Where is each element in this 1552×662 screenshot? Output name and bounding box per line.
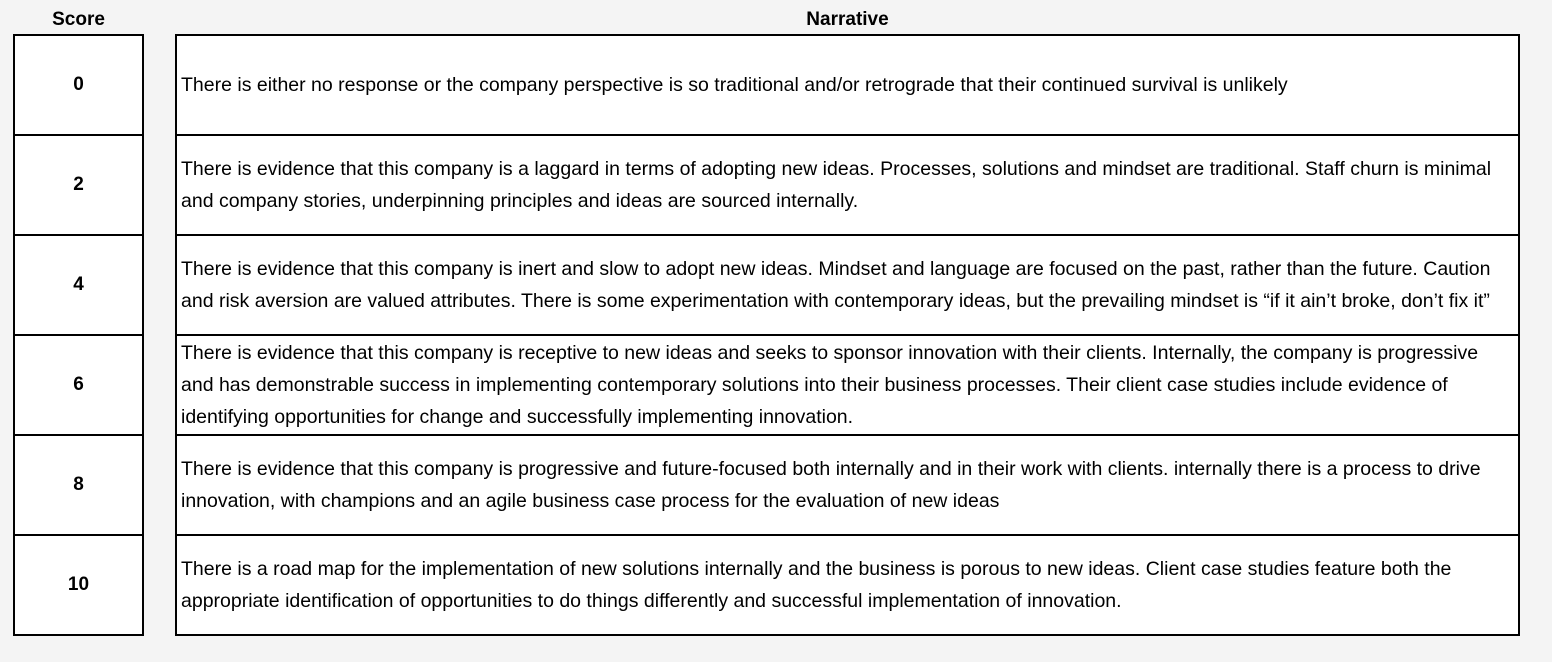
narrative-column — [175, 34, 1520, 636]
score-column-header: Score — [52, 9, 105, 30]
narrative-column-header: Narrative — [806, 9, 889, 30]
score-cell-4: 4 — [15, 234, 142, 334]
narrative-text: There is evidence that this company is a laggard in terms of adopting new ideas. Processes, solutions and mindset are traditional. Staff churn is minimal and company stories, underpinning principles and ideas are sourced internally. — [181, 158, 1492, 212]
narrative-cell-8 — [177, 434, 1518, 534]
narrative-cell-4 — [177, 234, 1518, 334]
narrative-cell-6 — [177, 334, 1518, 434]
narrative-cell-2 — [177, 134, 1518, 234]
score-column — [13, 34, 144, 636]
narrative-text: There is either no response or the company perspective is so traditional and/or retrograde that their continued survival is unlikely — [181, 74, 1288, 96]
narrative-cell-0 — [177, 36, 1518, 134]
narrative-text: There is a road map for the implementation of new solutions internally and the business is porous to new ideas. Client case studies feature both the appropriate identification of opportunities to do things differently and successful implementation of innovation. — [181, 558, 1452, 612]
narrative-text: There is evidence that this company is progressive and future-focused both internally and in their work with clients. internally there is a process to drive innovation, with champions and an agile business case process for the evaluation of new ideas — [181, 458, 1481, 512]
narrative-text: There is evidence that this company is inert and slow to adopt new ideas. Mindset and language are focused on the past, rather than the future. Caution and risk aversion are valued attributes. There is some experimentation with contemporary ideas, but the prevailing mindset is “if it ain’t broke, don’t fix it” — [181, 258, 1491, 312]
score-cell-10: 10 — [15, 534, 142, 634]
score-cell-0: 0 — [73, 74, 84, 95]
score-cell-6: 6 — [15, 334, 142, 434]
score-cell-8: 8 — [15, 434, 142, 534]
narrative-cell-10 — [177, 534, 1518, 634]
score-cell-2: 2 — [15, 134, 142, 234]
narrative-text: There is evidence that this company is receptive to new ideas and seeks to sponsor innovation with their clients. Internally, the company is progressive and has demonstrable success in implementing contemporary solutions into their business processes. Their client case studies include evidence of identifying opportunities for change and successfully implementing innovation. — [181, 342, 1479, 428]
